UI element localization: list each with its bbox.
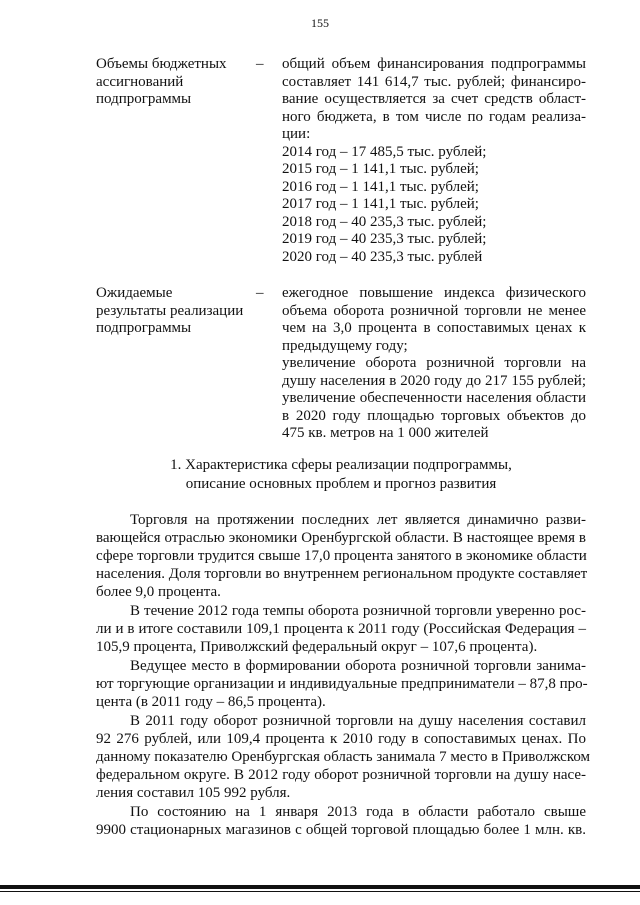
value-line: 2014 год – 17 485,5 тыс. рублей; bbox=[282, 143, 487, 160]
section-heading-line: описание основных проблем и прогноз развития bbox=[185, 476, 497, 492]
row-label bbox=[96, 56, 251, 109]
paragraph bbox=[96, 602, 586, 656]
value-line: ежегодное повышение индекса физического bbox=[282, 285, 586, 301]
value-line: объема оборота розничной торговли не менее bbox=[282, 302, 586, 319]
value-line: чем на 3,0 процента в сопоставимых ценах к bbox=[282, 320, 586, 336]
text-line: ли и в итоге составили 109,1 процента к 2011 году (Российская Федерация – bbox=[96, 621, 586, 637]
value-line: душу населения в 2020 году до 217 155 рублей; bbox=[282, 372, 586, 389]
value-line: 2017 год – 1 141,1 тыс. рублей; bbox=[282, 196, 479, 212]
text-line: 9900 стационарных магазинов с общей торговой площадью более 1 млн. кв. bbox=[96, 822, 586, 838]
text-line: федеральном округе. В 2012 году оборот розничной торговли на душу насе- bbox=[96, 767, 586, 783]
bottom-rule-thin bbox=[0, 891, 640, 892]
value-line: 2019 год – 40 235,3 тыс. рублей; bbox=[282, 231, 487, 247]
text-line: Торговля на протяжении последних лет является динамично разви- bbox=[130, 512, 586, 528]
value-line: ного бюджета, в том числе по годам реализа- bbox=[282, 108, 586, 125]
passport-row-expected-results bbox=[96, 285, 586, 445]
paragraph bbox=[96, 803, 586, 839]
value-line: 2018 год – 40 235,3 тыс. рублей; bbox=[282, 213, 487, 230]
paragraph bbox=[96, 657, 586, 711]
label-line: результаты реализации bbox=[96, 302, 244, 319]
value-line: увеличение обеспеченности населения области bbox=[282, 390, 586, 406]
text-line: цента (в 2011 году – 86,5 процента). bbox=[96, 694, 326, 710]
value-line: вание осуществляется за счет средств област- bbox=[282, 91, 586, 107]
value-line: предыдущему году; bbox=[282, 337, 408, 354]
text-line: По состоянию на 1 января 2013 года в области работало свыше bbox=[130, 804, 586, 820]
text-line: Ведущее место в формировании оборота розничной торговли занима- bbox=[130, 658, 586, 674]
value-line: общий объем финансирования подпрограммы bbox=[282, 56, 586, 72]
text-line: 92 276 рублей, или 109,4 процента к 2010 году в сопоставимых ценах. По bbox=[96, 731, 586, 747]
text-line: В течение 2012 года темпы оборота розничной торговли уверенно рос- bbox=[130, 603, 586, 619]
value-line: увеличение оборота розничной торговли на bbox=[282, 355, 586, 371]
passport-row-budget bbox=[96, 56, 586, 266]
bottom-rule bbox=[0, 885, 640, 889]
text-line: ют торгующие организации и индивидуальные предприниматели – 87,8 про- bbox=[96, 676, 588, 692]
row-value bbox=[282, 285, 586, 443]
label-line: подпрограммы bbox=[96, 320, 192, 336]
value-line: 2016 год – 1 141,1 тыс. рублей; bbox=[282, 178, 479, 195]
value-line: составляет 141 614,7 тыс. рублей; финансиро- bbox=[282, 73, 586, 90]
text-line: 105,9 процента, Приволжский федеральный округ – 107,6 процента). bbox=[96, 639, 538, 655]
row-dash: – bbox=[256, 285, 264, 301]
value-line: 475 кв. метров на 1 000 жителей bbox=[282, 425, 489, 441]
text-line: ления составил 105 992 рубля. bbox=[96, 785, 291, 801]
text-line: населения. Доля торговли во внутреннем региональном продукте составляет bbox=[96, 566, 588, 582]
body-text bbox=[96, 511, 591, 839]
page-number: 155 bbox=[311, 16, 329, 30]
paragraph bbox=[96, 511, 586, 601]
text-line: более 9,0 процента. bbox=[96, 584, 221, 600]
paragraph bbox=[96, 712, 591, 802]
text-line: В 2011 году оборот розничной торговли на душу населения составил bbox=[130, 713, 586, 729]
value-line: ции: bbox=[282, 126, 311, 142]
text-line: данному показателю Оренбургская область занимала 7 место в Приволжском bbox=[96, 749, 591, 765]
value-line: в 2020 году площадью торговых объектов до bbox=[282, 407, 586, 424]
row-value bbox=[282, 56, 586, 266]
row-dash: – bbox=[256, 56, 264, 72]
value-line: 2015 год – 1 141,1 тыс. рублей; bbox=[282, 161, 479, 177]
label-line: ассигнований bbox=[96, 73, 184, 90]
text-line: вающейся отраслью экономики Оренбургской области. В настоящее время в bbox=[96, 530, 586, 546]
label-line: Ожидаемые bbox=[96, 285, 173, 301]
row-label bbox=[96, 285, 251, 338]
label-line: подпрограммы bbox=[96, 91, 192, 107]
section-heading bbox=[96, 456, 586, 494]
label-line: Объемы бюджетных bbox=[96, 56, 227, 72]
section-heading-line: 1. Характеристика сферы реализации подпрограммы, bbox=[170, 457, 512, 473]
text-line: сфере торговли трудится свыше 17,0 процента занятого в экономике области bbox=[96, 548, 587, 564]
value-line: 2020 год – 40 235,3 тыс. рублей bbox=[282, 248, 483, 265]
